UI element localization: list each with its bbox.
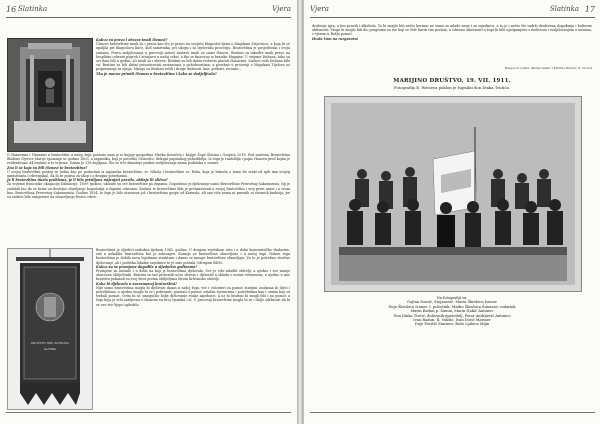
article-paragraph: Promjene su nastale i u dobu na koji je bratovština djelovala. Sve je više mladih obitelji, a ujedno i sve manje obavezno obilježenih. Bratimi su tad prihvatili nove obveze i djelovali u skladu s novim vremenom, a ujedno u ime bratstva pokazali su svoj život prema obilježjima života kršćanske obitelji. bbox=[96, 269, 290, 282]
left-footer bbox=[6, 412, 291, 418]
caption-line: Duje Škrobica Ivanov, I. pobočnik, Marko Škrobica Šimunov, rudarnik bbox=[388, 304, 516, 309]
banner-subtext: SLATINA bbox=[43, 347, 57, 351]
question-heading: Kakvu su pravu i obveze imali članovi? bbox=[96, 38, 168, 42]
altar-photo bbox=[7, 38, 93, 152]
right-header bbox=[310, 5, 595, 19]
interview-signature: Razgovor vodile: Marija Nakić i Marina Pavičić, 8. razred bbox=[504, 66, 592, 70]
banner-photo bbox=[7, 248, 93, 410]
article-paragraph: druženje igra, a bez pravih i alkohola. To bi moglo biti nešto korisno ne samo za mlade nego i za zajednicu, a to je i nešto što sadrži društvena događanja i kulturne aktivnosti. Stoga bi moglo biti dio programa za sve koji se žele baviti tim poslom, a crkvene aktivnosti u župi bi bile upotpunjene s molitvom i sudjelovanjem u misama, s vjerom u Božju pomoć. bbox=[312, 24, 592, 37]
left-column-top-text bbox=[96, 38, 290, 150]
caption-block bbox=[312, 296, 592, 327]
header-rule bbox=[6, 17, 291, 18]
question-heading: Zna li se koja su bili članovi te bratovštine? bbox=[7, 165, 88, 170]
left-page bbox=[0, 0, 298, 424]
left-page-number: 16 bbox=[6, 5, 17, 14]
question-heading: Kako bi djelovala u suvremenoj bratovštini? bbox=[96, 281, 178, 286]
right-page bbox=[303, 0, 600, 424]
article-paragraph: Nije samo bratovština mogla bi djelovati danas u našoj župi, već i volonteri za pomoć starijim osobama ili djeci i potrebitima, a ujedno mogla bi se i pobrinuti, pozivati u pomoć ostalim vjernicima i potrebitima kao i onima koji su trebali pomoć. Ovim bi se omogućilo bolje djelovanje svake zajednice, a uz to bratimi bi mogli biti i na pomoć u župi koja je vrlo zahtjevna s obzirom na broj vjernika i sl. U procesiji bratovštine mogla bi se i dalje održavati da bi se ovo sve lijepo ogledalo. bbox=[96, 285, 290, 307]
article-paragraph: Članovi bratovštine imali su i prava kao što je pravo na svojeću blagoslov-ljenu o blagdanu Svijećnice, a koja bi se upaljila pri blagoslovu kuće, kod samrtnika, pri ukopu i za tijelovsku procesiju. Bratovština je posjedovala i svoju zastavu. Pravo sudjelovanja u procesiji noseći zastavu imali su samo članovi. Bratimi su također imali pravo na besplatni crkveni pogreb i zvonjavu u našoj crkvi, a tko se finacirao iz bratske blagajne. U vrijeme Duhana, tako su ovi dani bili u godini, ali imali su i obveze. Bratimi su bili dužni redovito plaćati članarinu. Zadaće ovih Duhana bile su: Bratimi su bili dužni prisustvovati sastancima u pobožnostima, a posebno u procesiji o blagdanu Tijelova uz pripremanje za njega. Mnogo su Bratimi vršili i druge dužnosti, kao: grobari, zvonari... bbox=[96, 42, 290, 72]
closing-thanks: Hvala Vam na razgovoru! bbox=[312, 36, 359, 41]
caption-line: Ivan Radun, II. Vukšić, Ivan Dorić Mariner bbox=[413, 318, 491, 323]
right-section-label: Vjera bbox=[310, 5, 329, 13]
question-heading: Je li bratovština imala problema, je li bila prisiljena mijenjati pravila, obilaje ili slično? bbox=[7, 178, 168, 183]
right-magazine-title: Slatinka bbox=[549, 5, 579, 13]
left-fullwidth-text bbox=[7, 153, 290, 238]
group-photo-illustration bbox=[325, 97, 581, 291]
question-heading: Tko je morao primiti članom u bratovštinu i kako se dodjeljivalo? bbox=[96, 71, 217, 76]
caption-line: Don Dinko Trutić, duhovnik-upravitelj, Petar Andrijević Antunov bbox=[393, 313, 511, 318]
left-section-label: Vjera bbox=[272, 5, 291, 13]
photo-subtitle: Fotografija E. Wessera poklon je župniku don Dinka Trutića. bbox=[394, 85, 510, 90]
article-paragraph: Za vrijeme francuske okupacije Dalmacije, 1809. godine, ukinute su sve bratovštine po župama. Dopušteno je djelovanje samo Bratovštine Presvetog Sakramenta, čiji je zadatak bio da se brine za dostojno obavljanje bogoslužja u župnim crkvama. Zadaća te bratovštine bila je preimenovati u svojoj bratovštini i svoj pravi naziv i u svom kao: Bratovština Presvetog Sakramenta. Godine 1934. te župi je bilo osnovana još i bratovština gospe od Karmela, ali ona više nema ni pravnih ni stvarnih funkcija, jer su zadaće bile usmjerene na obnavljanje života crkve. bbox=[7, 182, 290, 200]
photo-title: MARIJINO DRUŠTVO, 19. VII. 1911. bbox=[393, 78, 511, 84]
banner-text: DRUŠTVO HRV. KATOLIKA bbox=[31, 341, 69, 345]
group-photo bbox=[324, 96, 582, 292]
caption-line: Marin Radun p. Šimun, Marin Nakić Antunov bbox=[410, 309, 494, 314]
caption-line: Gojtan Domić, Stojanović, Marin Škrobica Ivanov bbox=[407, 300, 497, 305]
right-page-number: 17 bbox=[584, 5, 595, 14]
left-column-bottom-text bbox=[96, 248, 290, 408]
caption-line: Duje Pavičić Marinov, Božo Ljubica Mijin bbox=[414, 322, 490, 327]
right-intro-text bbox=[312, 24, 592, 64]
article-paragraph: U svojoj bratovštini postoji se jedan kao po podacima iz zapisnika bratovštine, sv. Nikola i bratovštine sv. Roka, koja je brinula o tome da svaki od njih ima svojeg ministranta (crkvenjaka), da ih se poziva za ukop i o drugim potrebama. bbox=[7, 169, 290, 179]
article-paragraph: O članovima i članarini u bratovštini u našoj župi poznato nam je iz knjige gospodina Slavka Kovačića i knjige Župe Slatina i Gospića 2016. Pod nazivom Bratovština Blažene Djevice Marije spominje se godine 1603. u zapisniku, koji je potvrdio Grisostto, delegat papinskog pohoditelja. Iz toga je razdoblja i popis članova pred kojim je evidentirano 44 bratimi u to vrijeme. Danas je 136 župljana. Što se tiče današnje prakse sudjelovanja nema podataka o ovome. bbox=[7, 153, 290, 166]
banner-illustration bbox=[8, 249, 92, 409]
altar-illustration bbox=[8, 39, 92, 151]
left-header bbox=[6, 5, 291, 19]
article-paragraph: Bratovština je sljedeći zaslužna tijekom 1945. godine. U drugom svjetskom ratu i u doba komunističke vladavine, rad u nekoliko bratovština bio je zabranjen. Kasnije su bratovštine obnovljene i u našoj župi. Nakon toga bratovština je dobila novu legitimnu strukturu i danas se mnoge bratovštine obnavljaju. Za to je potrebno stručno djelovanje, ali i podrška lokalne zajednice te je zato postala Udrugom BDM. bbox=[96, 248, 290, 265]
question-heading: Kakvo su se promjene dogodile u sljedećim godinama? bbox=[96, 264, 198, 269]
header-rule bbox=[310, 17, 595, 18]
right-footer bbox=[310, 412, 595, 418]
caption-heading: Na fotografiji su: bbox=[436, 296, 468, 300]
left-magazine-title: Slatinka bbox=[18, 5, 48, 13]
